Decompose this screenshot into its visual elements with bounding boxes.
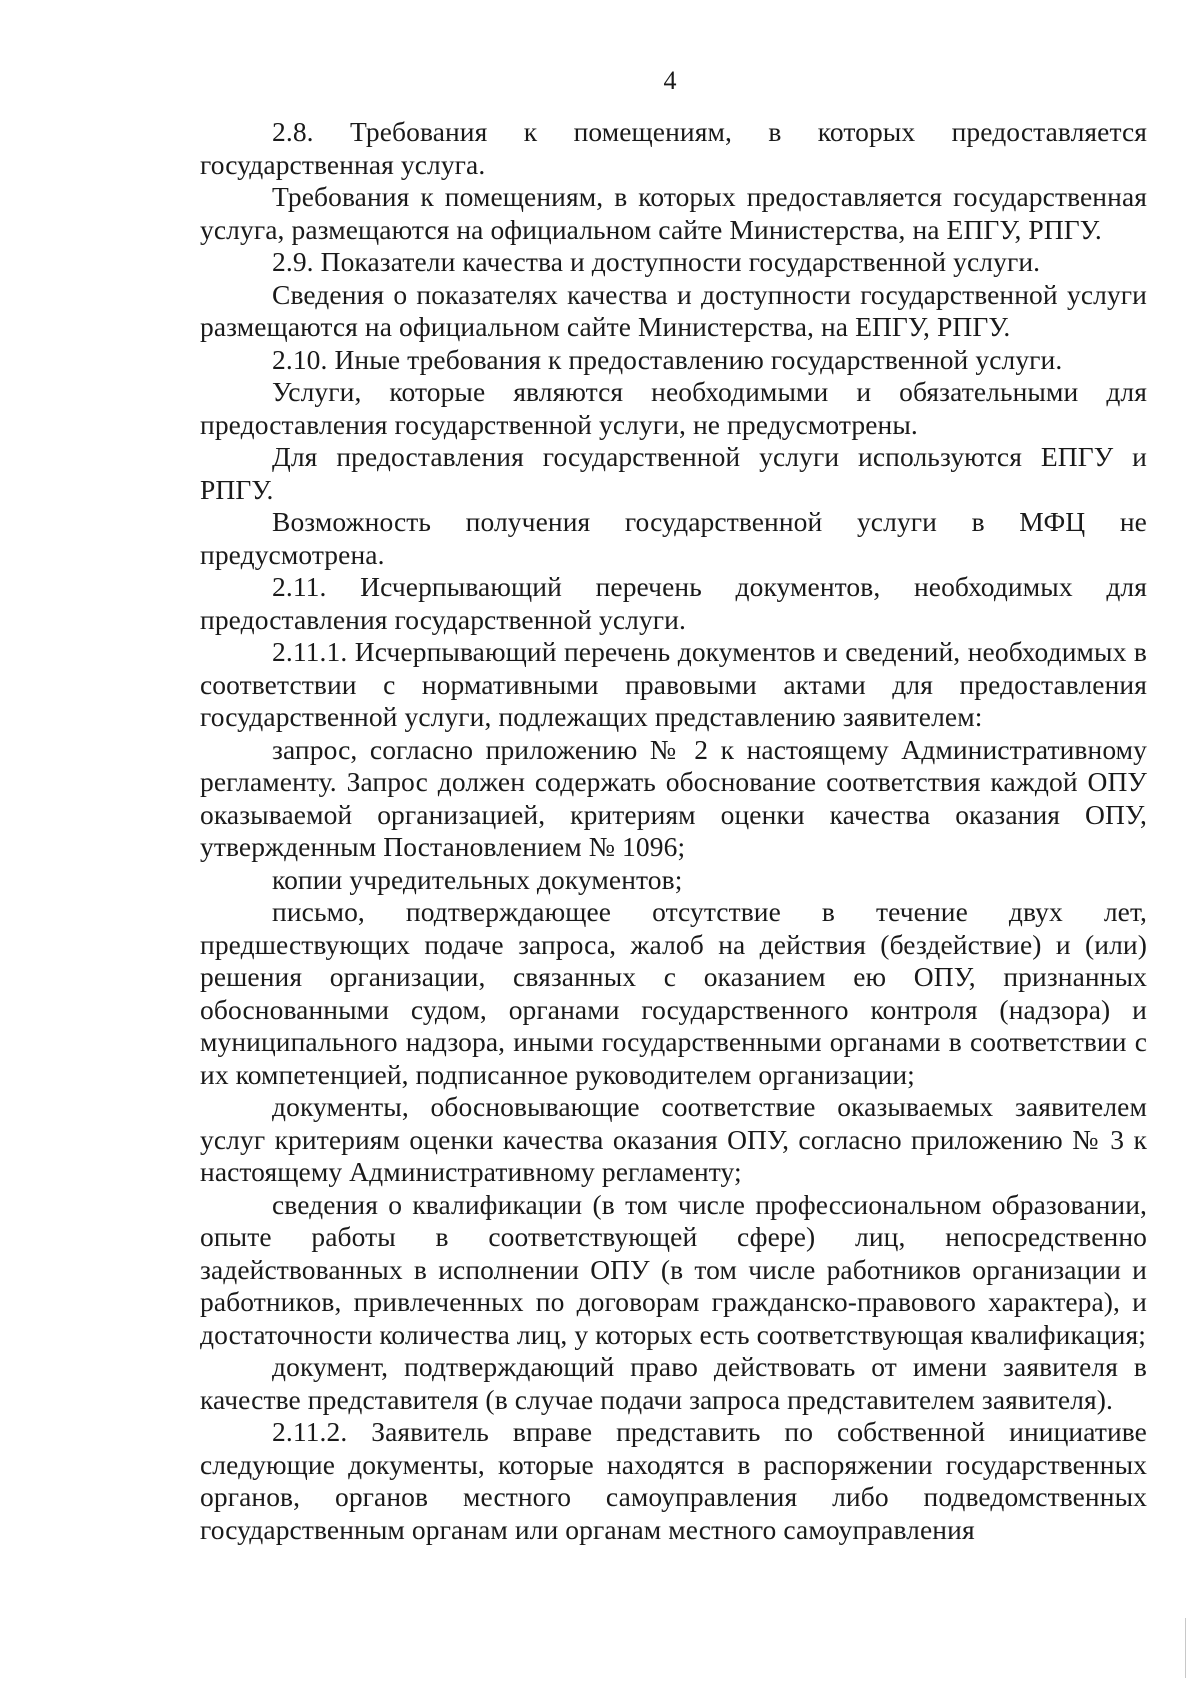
scan-edge-mark (1185, 1618, 1186, 1678)
paragraph-2-10-heading: 2.10. Иные требования к предоставлению государственной услуги. (272, 343, 1063, 375)
paragraph-quality-indicators: Сведения о показателях качества и доступности государственной услуги размещаются на официальном сайте Министерства, на ЕПГУ, РПГУ. (200, 278, 1147, 342)
paragraph-2-8-heading: 2.8. Требования к помещениям, в которых предоставляется государственная услуга. (200, 116, 1147, 180)
paragraph-mfc-availability: Возможность получения государственной услуги в МФЦ не предусмотрена. (200, 506, 1147, 570)
list-item-criteria-documents: документы, обосновывающие соответствие оказываемых заявителем услуг критериям оценки качества оказания ОПУ, согласно приложению № 3 к настоящему Административному регламенту; (200, 1091, 1147, 1187)
paragraph-2-11-2-heading: 2.11.2. Заявитель вправе представить по собственной инициативе следующие документы, которые находятся в распоряжении государственных органов, органов местного самоуправления либо подведомственных государственным органам или органам местного самоуправления (200, 1416, 1147, 1545)
paragraph-2-11-1-heading: 2.11.1. Исчерпывающий перечень документов и сведений, необходимых в соответствии с нормативными правовыми актами для предоставления государственной услуги, подлежащих представлению заявителем: (200, 636, 1147, 732)
paragraph-2-11-heading: 2.11. Исчерпывающий перечень документов, необходимых для предоставления государственной услуги. (200, 571, 1147, 635)
list-item-qualification-info: сведения о квалификации (в том числе профессиональном образовании, опыте работы в соответствующей сфере) лиц, непосредственно задействованных в исполнении ОПУ (в том числе работников организации и работников, привлеченных по договорам гражданско-правового характера), и достаточности количества лиц, у которых есть соответствующая квалификация; (200, 1188, 1147, 1350)
list-item-request: запрос, согласно приложению № 2 к настоящему Административному регламенту. Запрос должен содержать обоснование соответствия каждой ОПУ оказываемой организацией, критериям оценки качества оказания ОПУ, утвержденным Постановлением № 1096; (200, 733, 1147, 862)
document-body (200, 116, 1147, 1546)
list-item-founding-documents: копии учредительных документов; (272, 863, 683, 895)
page-number: 4 (663, 66, 677, 95)
list-item-no-complaints-letter: письмо, подтверждающее отсутствие в течение двух лет, предшествующих подаче запроса, жалоб на действия (бездействие) и (или) решения организации, связанных с оказанием ею ОПУ, признанных обоснованными судом, органами государственного контроля (надзора) и муниципального надзора, иными государственными органами в соответствии с их компетенцией, подписанное руководителем организации; (200, 896, 1147, 1090)
paragraph-epgu-rpgu-usage: Для предоставления государственной услуги используются ЕПГУ и РПГУ. (200, 441, 1147, 505)
paragraph-necessary-services: Услуги, которые являются необходимыми и обязательными для предоставления государственной услуги, не предусмотрены. (200, 376, 1147, 440)
paragraph-premises-requirements: Требования к помещениям, в которых предоставляется государственная услуга, размещаются на официальном сайте Министерства, на ЕПГУ, РПГУ. (200, 181, 1147, 245)
paragraph-2-9-heading: 2.9. Показатели качества и доступности государственной услуги. (272, 246, 1041, 277)
list-item-representative-document: документ, подтверждающий право действовать от имени заявителя в качестве представителя (в случае подачи запроса представителем заявителя). (200, 1351, 1147, 1415)
